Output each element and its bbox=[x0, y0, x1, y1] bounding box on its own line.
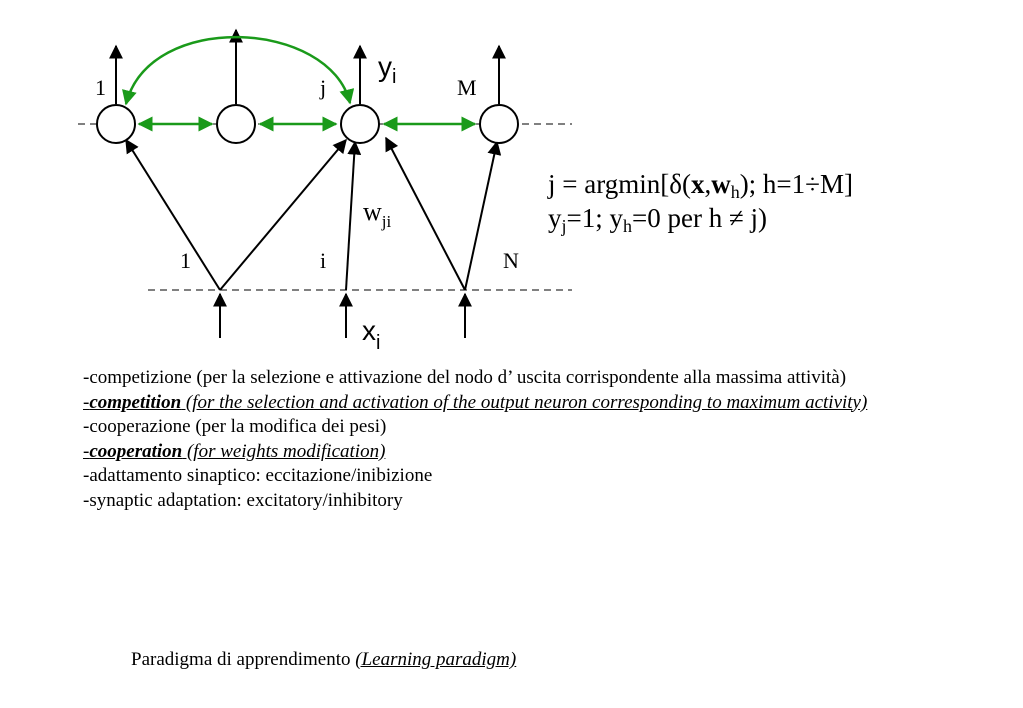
text-competition: -competition (for the selection and activation of the output neuron corresponding to maximum activity) bbox=[83, 391, 868, 413]
output-label-1: 1 bbox=[95, 75, 106, 100]
lateral-arc-1-j bbox=[126, 37, 350, 104]
text-synaptic: -synaptic adaptation: excitatory/inhibitory bbox=[83, 489, 403, 511]
weight-symbol-w: $w_{ji}$ bbox=[363, 197, 392, 231]
formula-line-outputs: $y_j=1$; $y_h=0$ per h ≠ j) bbox=[548, 203, 768, 236]
connection-N-to-M bbox=[465, 142, 497, 290]
output-symbol-y: $y_i$ bbox=[378, 51, 397, 88]
input-label-N: N bbox=[503, 248, 519, 273]
formula-line-argmin: $j = argmin[\delta(x,w_h)$; h=1÷M] bbox=[548, 169, 853, 202]
input-label-1: 1 bbox=[180, 248, 191, 273]
output-label-j: j bbox=[320, 75, 327, 100]
input-symbol-x: $x_i$ bbox=[362, 315, 381, 354]
text-cooperation: -cooperation (for weights modification) bbox=[83, 440, 386, 462]
input-label-i: i bbox=[320, 248, 327, 273]
paradigm-italian: Paradigma di apprendimento bbox=[131, 649, 356, 670]
paradigm-caption bbox=[131, 649, 516, 671]
neuron-M bbox=[480, 105, 518, 143]
text-cooperazione: -cooperazione (per la modifica dei pesi) bbox=[83, 416, 387, 437]
winner-formula bbox=[548, 167, 853, 235]
paradigm-english: (Learning paradigm) bbox=[355, 649, 517, 670]
output-label-M: M bbox=[457, 75, 477, 100]
neuron-1 bbox=[97, 105, 135, 143]
connection-1-to-j bbox=[220, 140, 346, 290]
text-adattamento: -adattamento sinaptico: eccitazione/inibizione bbox=[83, 465, 433, 486]
neuron-2 bbox=[217, 105, 255, 143]
description-text bbox=[83, 366, 983, 513]
connection-N-to-j bbox=[386, 138, 465, 290]
output-arrows bbox=[116, 30, 499, 104]
text-competizione: -competizione (per la selezione e attivazione del nodo d’ uscita corrispondente alla massima attività) bbox=[83, 367, 847, 388]
connection-1-to-1 bbox=[126, 140, 220, 290]
lateral-connections bbox=[126, 37, 475, 124]
input-arrows bbox=[220, 294, 465, 338]
connection-i-to-j bbox=[346, 142, 355, 290]
neuron-j bbox=[341, 105, 379, 143]
